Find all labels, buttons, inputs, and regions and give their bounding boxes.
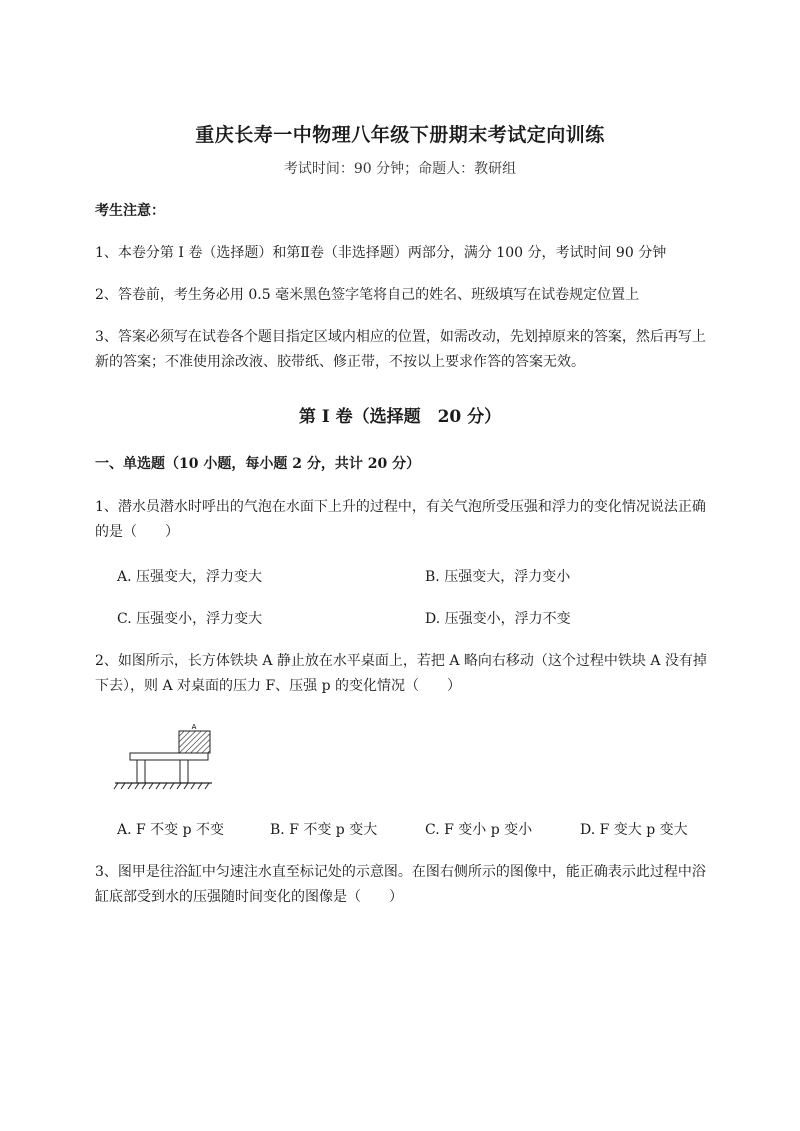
- ground-hatching: [114, 783, 209, 789]
- notice-heading: 考生注意：: [95, 203, 165, 219]
- exam-title: 重庆长寿一中物理八年级下册期末考试定向训练: [195, 124, 605, 146]
- question-2-option-a[interactable]: A. F 不变 p 不变: [117, 822, 225, 838]
- iron-block: [179, 731, 210, 753]
- notice-item-2: 2、答卷前，考生务必用 0.5 毫米黑色签字笔将自己的姓名、班级填写在试卷规定位置上: [95, 287, 640, 303]
- question-1-option-c[interactable]: C. 压强变小，浮力变大: [117, 611, 263, 627]
- table-leg-right: [180, 760, 188, 783]
- notice-item-1: 1、本卷分第 I 卷（选择题）和第Ⅱ卷（非选择题）两部分，满分 100 分，考试时间 90 分钟: [95, 245, 667, 261]
- question-2-stem: 2、如图所示，长方体铁块 A 静止放在水平桌面上，若把 A 略向右移动（这个过程中铁块 A 没有掉下去），则 A 对桌面的压力 F、压强 p 的变化情况（ ）: [95, 653, 707, 694]
- exam-subtitle: 考试时间：90 分钟；命题人：教研组: [283, 161, 517, 177]
- question-1-stem: 1、潜水员潜水时呼出的气泡在水面下上升的过程中，有关气泡所受压强和浮力的变化情况说法正确的是（ ）: [95, 499, 706, 540]
- table-block-figure: [110, 720, 230, 800]
- section-title: 第 I 卷（选择题 20 分）: [298, 407, 502, 427]
- question-1-option-d[interactable]: D. 压强变小，浮力不变: [425, 611, 571, 627]
- table-leg-left: [137, 760, 145, 783]
- question-3-stem: 3、图甲是往浴缸中匀速注水直至标记处的示意图。在图右侧所示的图像中，能正确表示此过程中浴缸底部受到水的压强随时间变化的图像是（ ）: [95, 864, 706, 905]
- block-label: A: [191, 723, 197, 731]
- question-2-option-b[interactable]: B. F 不变 p 变大: [270, 822, 378, 838]
- question-2-option-c[interactable]: C. F 变小 p 变小: [425, 822, 533, 838]
- table-top: [130, 753, 208, 760]
- question-1-option-a[interactable]: A. 压强变大，浮力变大: [117, 569, 263, 585]
- notice-item-3: 3、答案必须写在试卷各个题目指定区域内相应的位置，如需改动，先划掉原来的答案，然后再写上新的答案；不准使用涂改液、胶带纸、修正带，不按以上要求作答的答案无效。: [95, 329, 706, 370]
- part-heading: 一、单选题（10 小题，每小题 2 分，共计 20 分）: [95, 456, 421, 472]
- question-1-option-b[interactable]: B. 压强变大，浮力变小: [425, 569, 571, 585]
- question-2-option-d[interactable]: D. F 变大 p 变大: [580, 822, 688, 838]
